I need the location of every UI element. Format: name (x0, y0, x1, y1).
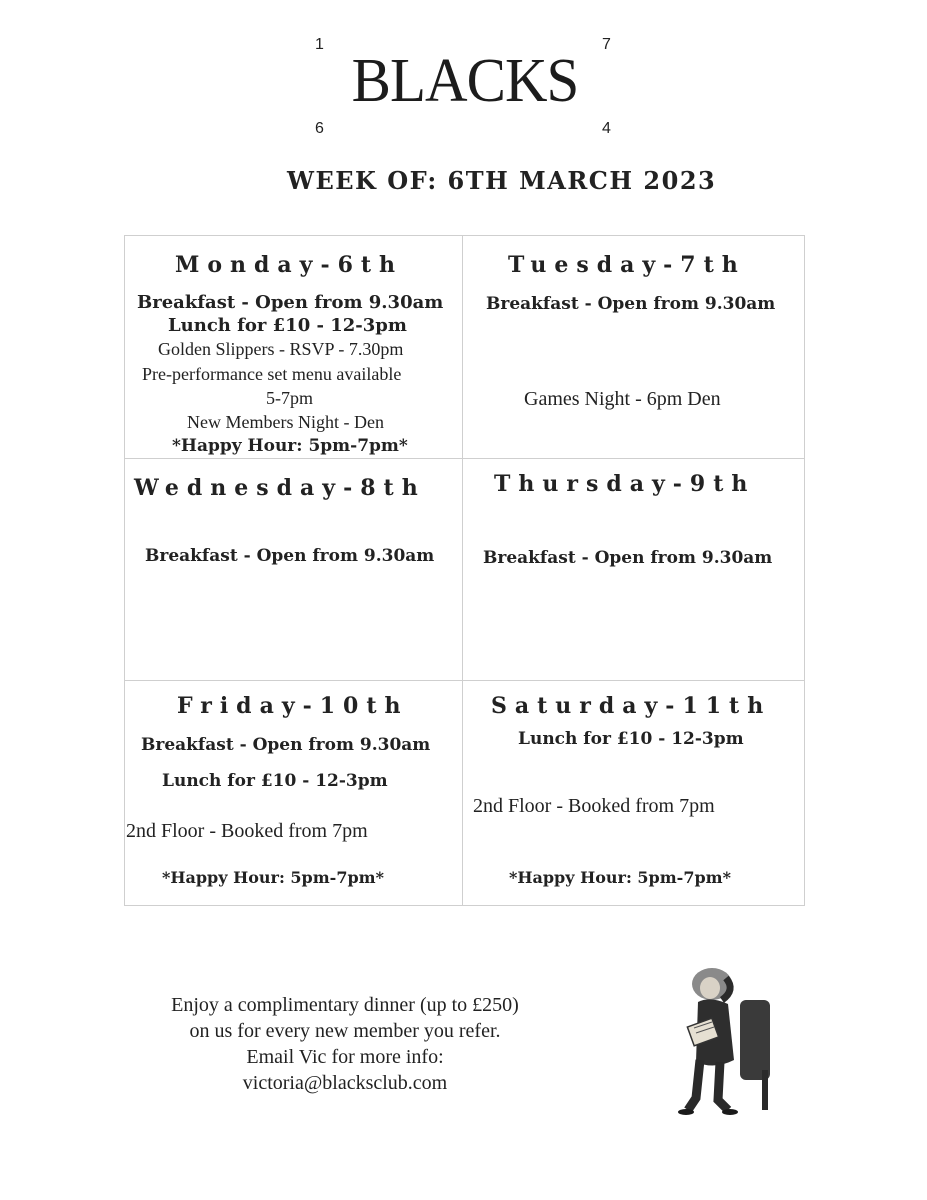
logo-digit: 1 (315, 36, 324, 53)
seated-gentleman-reading-illustration (670, 960, 790, 1120)
grid-border-bottom (124, 905, 805, 906)
day-title: Wednesday-8th (134, 475, 426, 501)
logo-wordmark: BLACKS (351, 47, 579, 115)
schedule-line: 5-7pm (266, 388, 313, 408)
day-title: Tuesday-7th (508, 252, 746, 278)
schedule-line: *Happy Hour: 5pm-7pm* (162, 868, 384, 887)
schedule-line: Breakfast - Open from 9.30am (141, 735, 431, 755)
referral-promo (120, 992, 570, 1096)
grid-border-top (124, 235, 805, 236)
schedule-line: Golden Slippers - RSVP - 7.30pm (158, 339, 404, 359)
logo-digit: 6 (315, 120, 324, 137)
grid-divider (124, 680, 805, 681)
promo-line: Email Vic for more info: (246, 1046, 444, 1068)
schedule-line: Lunch for £10 - 12-3pm (162, 771, 388, 791)
schedule-line: Lunch for £10 - 12-3pm (518, 729, 744, 749)
schedule-line: Breakfast - Open from 9.30am (137, 292, 444, 313)
day-title: Thursday-9th (494, 471, 756, 497)
schedule-line: Breakfast - Open from 9.30am (486, 294, 776, 314)
grid-border-right (804, 235, 805, 906)
schedule-line: Games Night - 6pm Den (524, 388, 721, 410)
schedule-line: Pre-performance set menu available (142, 364, 402, 384)
logo-digit: 4 (602, 120, 611, 137)
promo-email: victoria@blacksclub.com (242, 1072, 448, 1094)
grid-divider (462, 235, 463, 906)
schedule-line: Breakfast - Open from 9.30am (483, 548, 773, 568)
schedule-line: *Happy Hour: 5pm-7pm* (172, 436, 408, 456)
grid-divider (124, 458, 805, 459)
schedule-line: New Members Night - Den (187, 412, 384, 432)
page-title: WEEK OF: 6TH MARCH 2023 (287, 166, 717, 195)
day-title: Friday-10th (177, 693, 409, 719)
schedule-line: 2nd Floor - Booked from 7pm (126, 820, 368, 842)
grid-border-left (124, 235, 125, 906)
schedule-line: 2nd Floor - Booked from 7pm (473, 795, 715, 817)
day-title: Monday-6th (175, 252, 404, 278)
schedule-line: Lunch for £10 - 12-3pm (168, 315, 407, 336)
schedule-line: *Happy Hour: 5pm-7pm* (509, 868, 731, 887)
logo-digit: 7 (602, 36, 611, 53)
day-title: Saturday-11th (491, 693, 772, 719)
promo-line: on us for every new member you refer. (189, 1020, 501, 1042)
schedule-line: Breakfast - Open from 9.30am (145, 546, 435, 566)
promo-line: Enjoy a complimentary dinner (up to £250) (171, 994, 519, 1016)
